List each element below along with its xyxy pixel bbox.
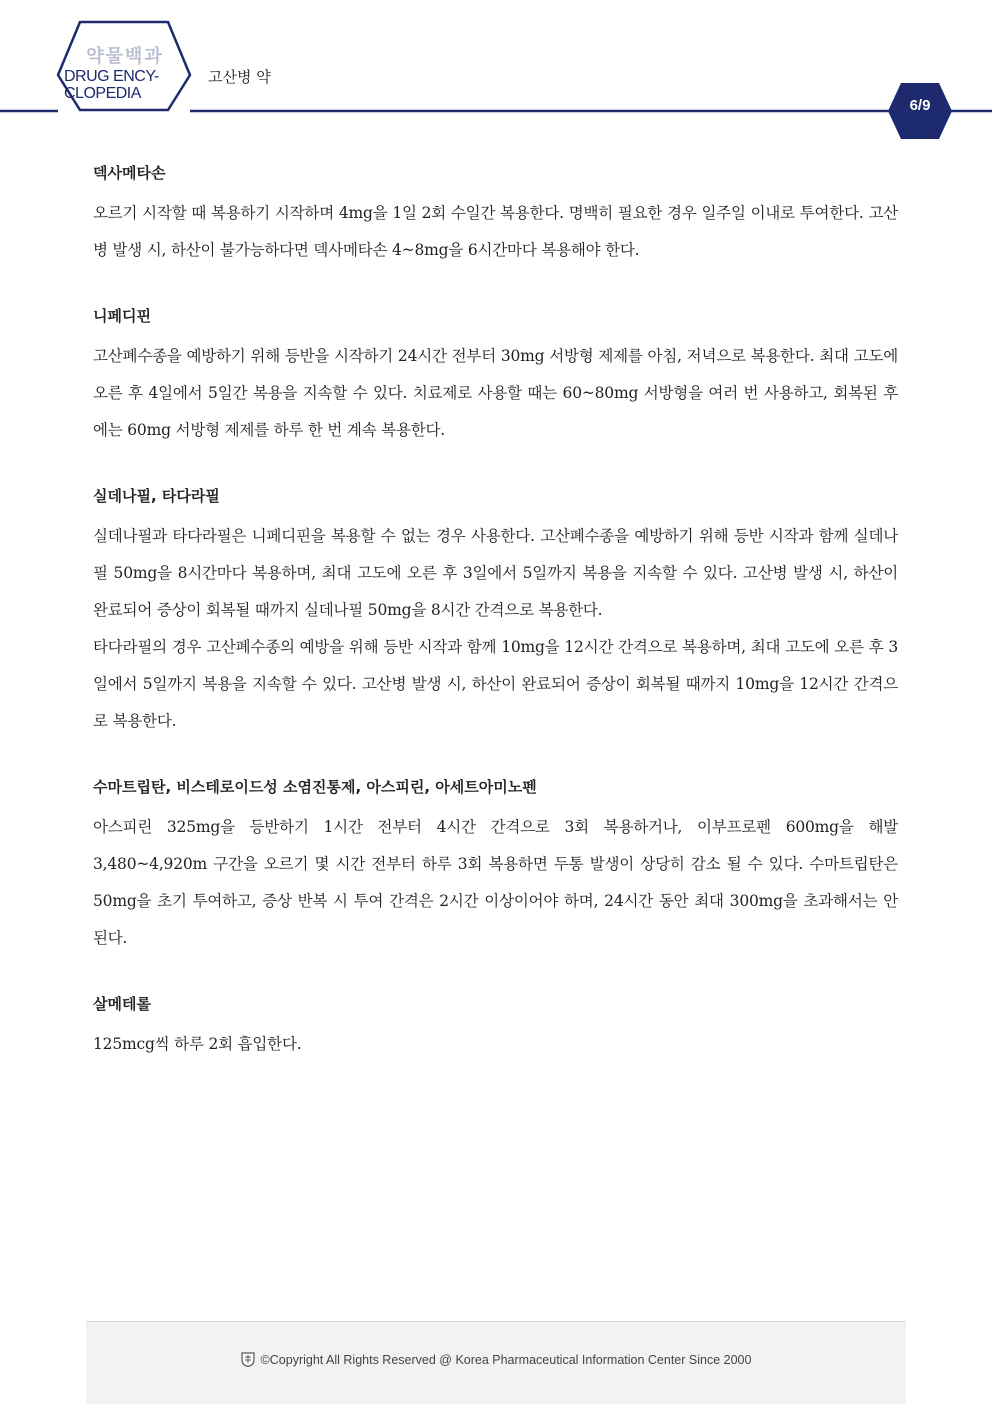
section-paragraph: 오르기 시작할 때 복용하기 시작하며 4mg을 1일 2회 수일간 복용한다. 명백히 필요한 경우 일주일 이내로 투여한다. 고산병 발생 시, 하산이 불가능하다면 덱사메타손 4~8mg을 6시간마다 복용해야 한다. (93, 204, 898, 259)
section (93, 485, 898, 740)
section (93, 162, 898, 269)
section-paragraph: 타다라필의 경우 고산폐수종의 예방을 위해 등반 시작과 함께 10mg을 12시간 간격으로 복용하며, 최대 고도에 오른 후 3일에서 5일까지 복용을 지속할 수 있다. 고산병 발생 시, 하산이 완료되어 증상이 회복될 때까지 10mg을 12시간 간격으로 복용한다. (93, 638, 898, 730)
section (93, 305, 898, 449)
logo-english-line1: DRUG ENCY- (64, 68, 159, 85)
section-title: 니페디핀 (93, 307, 151, 325)
page-footer (86, 1321, 906, 1404)
section-paragraph: 아스피린 325mg을 등반하기 1시간 전부터 4시간 간격으로 3회 복용하거나, 이부프로펜 600mg을 해발 3,480~4,920m 구간을 오르기 몇 시간 전부터 하루 3회 복용하면 두통 발생이 상당히 감소 될 수 있다. 수마트립탄은 50mg을 초기 투여하고, 증상 반복 시 투여 간격은 2시간 이상이어야 하며, 24시간 동안 최대 300mg을 초과해서는 안 된다. (93, 818, 898, 947)
logo-korean-text: 약물백과 (86, 46, 164, 67)
page-indicator: 6/9 (909, 97, 931, 114)
footer-copyright-row (86, 1352, 906, 1367)
section-title: 실데나필, 타다라필 (93, 487, 220, 505)
main-content (93, 150, 898, 1099)
document-title: 고산병 약 (208, 68, 271, 86)
logo-english-text (64, 68, 194, 102)
footer-copyright-text: ©Copyright All Rights Reserved @ Korea Pharmaceutical Information Center Since 2000 (260, 1353, 752, 1367)
section (93, 993, 898, 1063)
section (93, 776, 898, 957)
section-paragraph: 고산폐수종을 예방하기 위해 등반을 시작하기 24시간 전부터 30mg 서방형 제제를 아침, 저녁으로 복용한다. 최대 고도에 오른 후 4일에서 5일간 복용을 지속할 수 있다. 치료제로 사용할 때는 60~80mg 서방형을 여러 번 사용하고, 회복된 후에는 60mg 서방형 제제를 하루 한 번 계속 복용한다. (93, 347, 898, 439)
shield-emblem-icon (241, 1352, 255, 1367)
section-title: 덱사메타손 (93, 164, 166, 182)
section-paragraph: 125mcg씩 하루 2회 흡입한다. (93, 1035, 302, 1053)
section-paragraph: 실데나필과 타다라필은 니페디핀을 복용할 수 없는 경우 사용한다. 고산폐수종을 예방하기 위해 등반 시작과 함께 실데나필 50mg을 8시간마다 복용하며, 최대 고도에 오른 후 3일에서 5일까지 복용을 지속할 수 있다. 고산병 발생 시, 하산이 완료되어 증상이 회복될 때까지 실데나필 50mg을 8시간 간격으로 복용한다. (93, 527, 898, 619)
page-header (0, 0, 992, 150)
section-title: 수마트립탄, 비스테로이드성 소염진통제, 아스피린, 아세트아미노펜 (93, 778, 537, 796)
logo-english-line2: CLOPEDIA (64, 85, 141, 102)
section-title: 살메테롤 (93, 995, 151, 1013)
